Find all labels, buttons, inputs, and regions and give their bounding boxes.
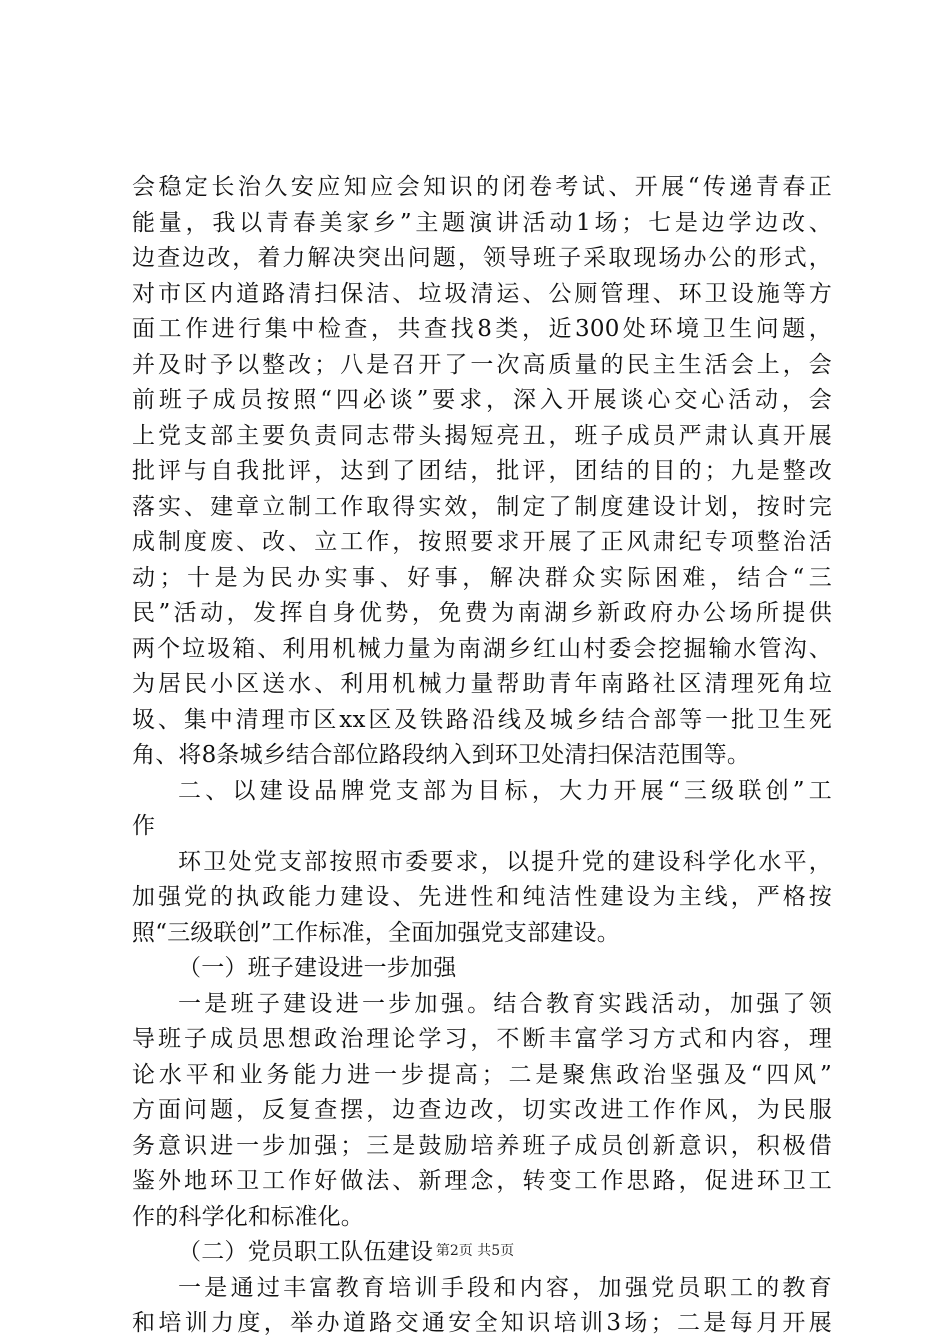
- text-line: 方面问题，反复查摆，边查边改，切实改进工作作风，为民服: [132, 1097, 832, 1123]
- text-line: 民”活动，发挥自身优势，免费为南湖乡新政府办公场所提供: [132, 600, 832, 626]
- text-line: 加强党的执政能力建设、先进性和纯洁性建设为主线，严格按: [132, 884, 832, 910]
- section-heading: 二、以建设品牌党支部为目标，大力开展“三级联创”工: [178, 777, 832, 804]
- text-line: 环卫处党支部按照市委要求，以提升党的建设科学化水平，: [178, 848, 832, 875]
- text-line: 论水平和业务能力进一步提高；二是聚焦政治坚强及“四风”: [132, 1061, 832, 1088]
- text-line: 为居民小区送水、利用机械力量帮助青年南路社区清理死角垃: [132, 671, 832, 697]
- text-line: 鉴外地环卫工作好做法、新理念，转变工作思路，促进环卫工: [132, 1168, 832, 1194]
- text-line: 边查边改，着力解决突出问题，领导班子采取现场办公的形式，: [132, 245, 832, 271]
- text-line: 前班子成员按照“四必谈”要求，深入开展谈心交心活动，会: [132, 387, 832, 413]
- section-heading-continuation: 作: [132, 813, 156, 839]
- text-line: 动；十是为民办实事、好事，解决群众实际困难，结合“三: [132, 564, 832, 591]
- text-line: 角、将8条城乡结合部位路段纳入到环卫处清扫保洁范围等。: [132, 742, 751, 768]
- text-line: 面工作进行集中检查，共查找8类，近300处环境卫生问题，: [132, 316, 832, 342]
- text-line: 和培训力度，举办道路交通安全知识培训3场；二是每月开展: [132, 1310, 832, 1336]
- text-line: 照“三级联创”工作标准，全面加强党支部建设。: [132, 919, 620, 946]
- text-line: 两个垃圾箱、利用机械力量为南湖乡红山村委会挖掘输水管沟、: [132, 635, 832, 662]
- text-line: 能量，我以青春美家乡”主题演讲活动1场；七是边学边改、: [132, 209, 832, 236]
- text-line: 务意识进一步加强；三是鼓励培养班子成员创新意识，积极借: [132, 1132, 832, 1159]
- text-line: 上党支部主要负责同志带头揭短亮丑，班子成员严肃认真开展: [132, 422, 832, 449]
- subsection-heading: （二）党员职工队伍建设: [178, 1239, 434, 1265]
- text-line: 一是班子建设进一步加强。结合教育实践活动，加强了领: [178, 990, 832, 1017]
- text-line: 圾、集中清理市区xx区及铁路沿线及城乡结合部等一批卫生死: [132, 706, 832, 733]
- text-line: 一是通过丰富教育培训手段和内容，加强党员职工的教育: [178, 1274, 832, 1301]
- text-line: 对市区内道路清扫保洁、垃圾清运、公厕管理、环卫设施等方: [132, 280, 832, 307]
- document-body: [132, 170, 832, 1342]
- text-line: 成制度废、改、立工作，按照要求开展了正风肃纪专项整治活: [132, 529, 832, 555]
- text-line: 导班子成员思想政治理论学习，不断丰富学习方式和内容，理: [132, 1026, 832, 1052]
- text-line: 作的科学化和标准化。: [132, 1203, 364, 1230]
- text-line: 并及时予以整改；八是召开了一次高质量的民主生活会上，会: [132, 351, 832, 378]
- subsection-heading: （一）班子建设进一步加强: [178, 955, 457, 981]
- text-line: 会稳定长治久安应知应会知识的闭卷考试、开展“传递青春正: [132, 174, 832, 200]
- text-line: 落实、建章立制工作取得实效，制定了制度建设计划，按时完: [132, 493, 832, 520]
- page-number-footer: 第2页 共5页: [435, 1243, 515, 1259]
- text-line: 批评与自我批评，达到了团结，批评，团结的目的；九是整改: [132, 458, 832, 484]
